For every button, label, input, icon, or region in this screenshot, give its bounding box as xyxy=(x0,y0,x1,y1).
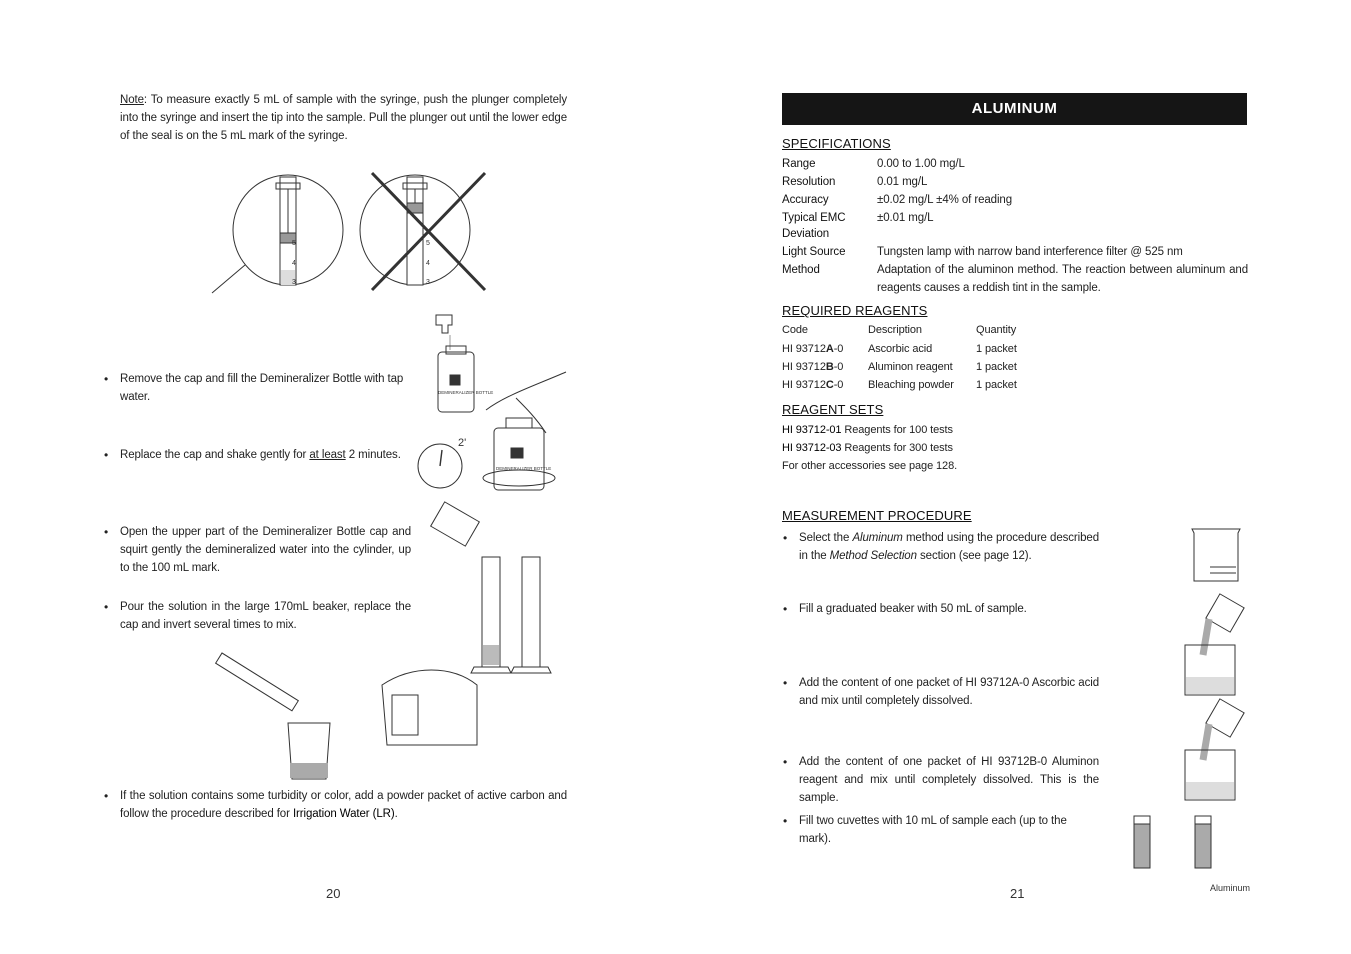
reagent-quantity: 1 packet xyxy=(976,361,1017,373)
cuvettes-illustration xyxy=(1131,812,1251,872)
spec-label: Light Source xyxy=(782,246,846,258)
reagent-quantity: 1 packet xyxy=(976,343,1017,355)
note-text: : To measure exactly 5 mL of sample with the syringe, push the plunger completely into the syringe and insert the tip into the sample. Pull the plunger out until the lower edge of the seal is on the 5 mL mark of the syringe. xyxy=(120,94,567,142)
spec-label: Typical EMC xyxy=(782,212,846,224)
timer-label: 2' xyxy=(458,437,467,449)
reagents-heading: REQUIRED REAGENTS xyxy=(782,303,928,318)
left-bullet-4-text: Pour the solution in the large 170mL beaker, replace the cap and invert several times to mix. xyxy=(120,601,411,631)
spec-value: Adaptation of the aluminon method. The reaction between aluminum and reagents causes a reddish tint in the sample. xyxy=(877,264,1248,294)
footer-label: Aluminum xyxy=(1210,883,1251,893)
syringe-mark-5b: 5 xyxy=(426,240,430,247)
left-bullet-5-bold: Irrigation Water (LR) xyxy=(292,808,395,820)
spec-label: Range xyxy=(782,158,816,170)
accessories-note: For other accessories see page 128. xyxy=(782,460,958,472)
left-page xyxy=(0,0,675,954)
left-bullet-3: • Open the upper part of the Demineralizer Bottle cap and squirt gently the demineralized water into the cylinder, up to the 100 mL mark. xyxy=(104,525,411,574)
reagents-col-quantity: Quantity xyxy=(976,324,1017,336)
beaker-empty-illustration xyxy=(1188,525,1248,585)
left-bullet-5: • If the solution contains some turbidity or color, add a powder packet of active carbon and follow the procedure described for Irrigation Water (LR). xyxy=(104,789,567,820)
spec-value: 0.00 to 1.00 mg/L xyxy=(877,158,965,170)
reagent-description: Bleaching powder xyxy=(868,379,954,391)
bottle-label-1: DEMINERALIZER BOTTLE xyxy=(438,390,494,395)
syringe-mark-3: 3 xyxy=(292,279,296,286)
beaker-packet-a-illustration xyxy=(1181,595,1251,700)
hand-bottle-illustration xyxy=(476,370,576,495)
spec-value: ±0.02 mg/L ±4% of reading xyxy=(877,194,1013,206)
specifications-heading: SPECIFICATIONS xyxy=(782,136,891,151)
reagent-code: HI 93712B-0 xyxy=(782,361,844,373)
reagent-set-row: HI 93712-01 Reagents for 100 tests xyxy=(782,424,953,436)
right-page xyxy=(676,0,1351,954)
spec-value: 0.01 mg/L xyxy=(877,176,928,188)
left-bullet-3-text: Open the upper part of the Demineralizer Bottle cap and squirt gently the demineralized water into the cylinder, up to the 100 mL mark. xyxy=(120,526,411,574)
left-bullet-1-text: Remove the cap and fill the Demineralizer Bottle with tap water. xyxy=(120,373,404,403)
reagent-set-row: HI 93712-03 Reagents for 300 tests xyxy=(782,442,953,454)
syringe-mark-3b: 3 xyxy=(426,279,430,286)
spec-value: ±0.01 mg/L xyxy=(877,212,934,224)
syringe-note xyxy=(120,91,567,145)
note-label: Note xyxy=(120,94,144,106)
beaker-packet-b-illustration xyxy=(1181,700,1251,805)
left-page-number: 20 xyxy=(326,886,341,901)
reagents-col-code: Code xyxy=(782,324,808,336)
left-bullet-2: • Replace the cap and shake gently for at least 2 minutes. xyxy=(104,448,401,462)
pour-shake-illustration xyxy=(222,645,482,785)
syringe-mark-4: 4 xyxy=(292,260,296,267)
reagent-code: HI 93712C-0 xyxy=(782,379,844,391)
syringe-mark-4b: 4 xyxy=(426,260,430,267)
reagents-col-description: Description xyxy=(868,324,922,336)
syringe-mark-5: 5 xyxy=(292,240,296,247)
procedure-step-5: • Fill two cuvettes with 10 mL of sample each (up to the mark). xyxy=(783,814,1067,845)
procedure-step-4: • Add the content of one packet of HI 93712B-0 Aluminon reagent and mix until completely dissolved. This is the sample. xyxy=(783,755,1099,804)
left-bullet-2-text-b: 2 minutes. xyxy=(345,449,401,461)
reagent-sets-heading: REAGENT SETS xyxy=(782,402,884,417)
left-bullet-2-text-a: Replace the cap and shake gently for xyxy=(120,449,310,461)
right-page-number: 21 xyxy=(1010,886,1025,901)
reagent-description: Aluminon reagent xyxy=(868,361,953,373)
procedure-step-2: • Fill a graduated beaker with 50 mL of sample. xyxy=(783,602,1027,616)
spec-value: Tungsten lamp with narrow band interference filter @ 525 nm xyxy=(877,246,1183,258)
spec-label: Method xyxy=(782,264,820,276)
spec-label-2: Deviation xyxy=(782,228,830,240)
left-bullet-4: • Pour the solution in the large 170mL beaker, replace the cap and invert several times to mix. xyxy=(104,600,411,631)
left-bullet-2-underlined: at least xyxy=(309,449,346,461)
spec-label: Resolution xyxy=(782,176,836,188)
left-bullet-1: • Remove the cap and fill the Demineralizer Bottle with tap water. xyxy=(104,372,404,403)
timer-illustration xyxy=(416,436,466,491)
reagent-description: Ascorbic acid xyxy=(868,343,933,355)
page-title: ALUMINUM xyxy=(782,93,1247,125)
bottle-label-2: DEMINERALIZER BOTTLE xyxy=(496,466,552,471)
syringe-illustration xyxy=(200,165,500,295)
left-bullet-5-text-a: If the solution contains some turbidity or color, add a powder packet of active carbon and follow the procedure described for xyxy=(120,790,567,820)
reagent-quantity: 1 packet xyxy=(976,379,1017,391)
procedure-step-1: • Select the Aluminum method using the procedure described in the Method Selection section (see page 12). xyxy=(783,531,1099,562)
reagent-code: HI 93712A-0 xyxy=(782,343,844,355)
procedure-heading: MEASUREMENT PROCEDURE xyxy=(782,508,972,523)
left-bullet-5-text-b: . xyxy=(394,808,398,820)
procedure-step-3: • Add the content of one packet of HI 93712A-0 Ascorbic acid and mix until completely dissolved. xyxy=(783,676,1099,707)
spec-label: Accuracy xyxy=(782,194,829,206)
